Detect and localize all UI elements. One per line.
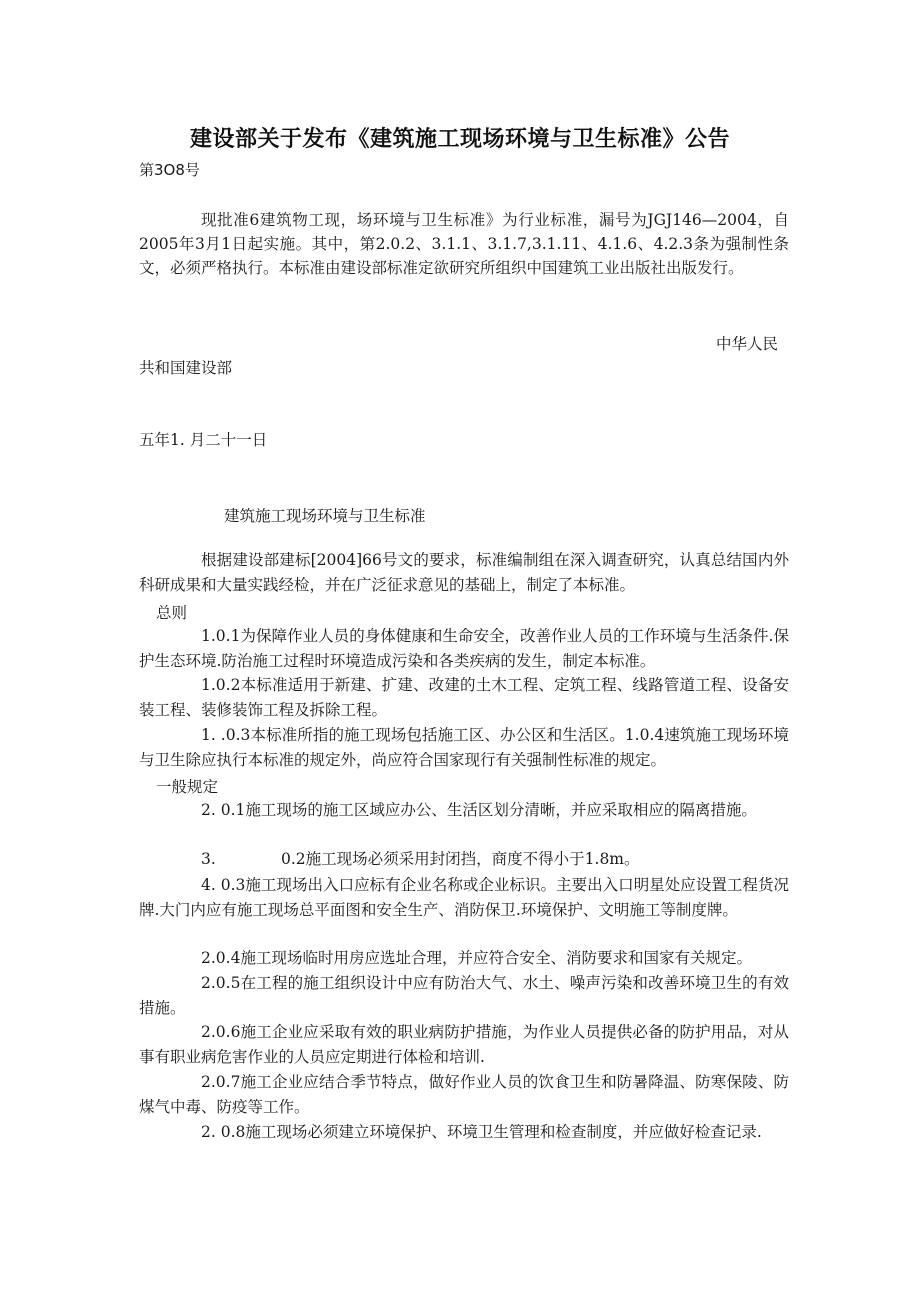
signature-line-2: 共和国建设部 <box>139 359 233 377</box>
page-title: 建设部关于发布《建筑施工现场环境与卫生标准》公告 <box>189 127 730 152</box>
clause-1-0-3: 1. .0.3本标准所指的施工现场包括施工区、办公区和生活区。1.0.4速筑施工现场环境与卫生除应执行本标准的规定外，尚应符合国家现行有关强制性标准的规定。 <box>139 726 789 769</box>
section-heading-rules: 一般规定 <box>156 778 219 796</box>
clause-2-0-2-text: 0.2施工现场必须采用封闭挡，商度不得小于1.8m。 <box>281 850 640 868</box>
clause-2-0-2-number: 3. <box>201 850 216 868</box>
notice-paragraph: 现批准6建筑物工现，场环境与卫生标准》为行业标准，漏号为JGJ146—2004，自2005年3月1日起实施。其中，第2.0.2、3.1.1、3.1.7,3.1.11、4.1.6、4.2.3条为强制性条文，必须严格执行。本标准由建设部标准定欲研究所组织中国建筑工业出版社出版发行。 <box>139 211 789 277</box>
clause-2-0-4: 2.0.4施工现场临时用房应选址合理，并应符合安全、消防要求和国家有关规定。 <box>201 949 752 967</box>
clause-1-0-1: 1.0.1为保障作业人员的身体健康和生命安全，改善作业人员的工作环境与生活条件.保护生态环境.防治施工过程时环境造成污染和各类疾病的发生，制定本标准。 <box>139 627 789 670</box>
clause-2-0-6: 2.0.6施工企业应采取有效的职业病防护措施，为作业人员提供必备的防护用品，对从事有职业病危害作业的人员应定期进行体检和培训. <box>139 1023 789 1066</box>
date-line: 五年1. 月二十一日 <box>139 431 268 449</box>
clause-2-0-1: 2. 0.1施工现场的施工区域应办公、生活区划分清晰，并应采取相应的隔离措施。 <box>201 801 757 819</box>
section-heading-general: 总则 <box>156 604 188 622</box>
intro-paragraph: 根据建设部建标[2004]66号文的要求，标准编制组在深入调查研究，认真总结国内外科研成果和大量实践经检，并在广泛征求意见的基础上，制定了本标准。 <box>139 551 789 594</box>
clause-2-0-3: 4. 0.3施工现场出入口应标有企业名称或企业标识。主要出入口明星处应设置工程货况牌.大门内应有施工现场总平面图和安全生产、消防保卫.环境保护、文明施工等制度牌。 <box>139 876 789 919</box>
document-number: 第3O8号 <box>139 161 200 179</box>
clause-2-0-8: 2. 0.8施工现场必须建立环境保护、环境卫生管理和检查制度，并应做好检查记录. <box>201 1123 762 1141</box>
clause-2-0-5: 2.0.5在工程的施工组织设计中应有防治大气、水土、噪声污染和改善环境卫生的有效措施。 <box>139 974 789 1017</box>
signature-line-1: 中华人民 <box>716 335 779 353</box>
standard-title: 建筑施工现场环境与卫生标准 <box>224 507 426 525</box>
clause-1-0-2: 1.0.2本标准适用于新建、扩建、改建的土木工程、定筑工程、线路管道工程、设备安装工程、装修装饰工程及拆除工程。 <box>139 676 789 719</box>
clause-2-0-7: 2.0.7施工企业应结合季节特点，做好作业人员的饮食卫生和防暑降温、防寒保陵、防煤气中毒、防疫等工作。 <box>139 1073 789 1116</box>
